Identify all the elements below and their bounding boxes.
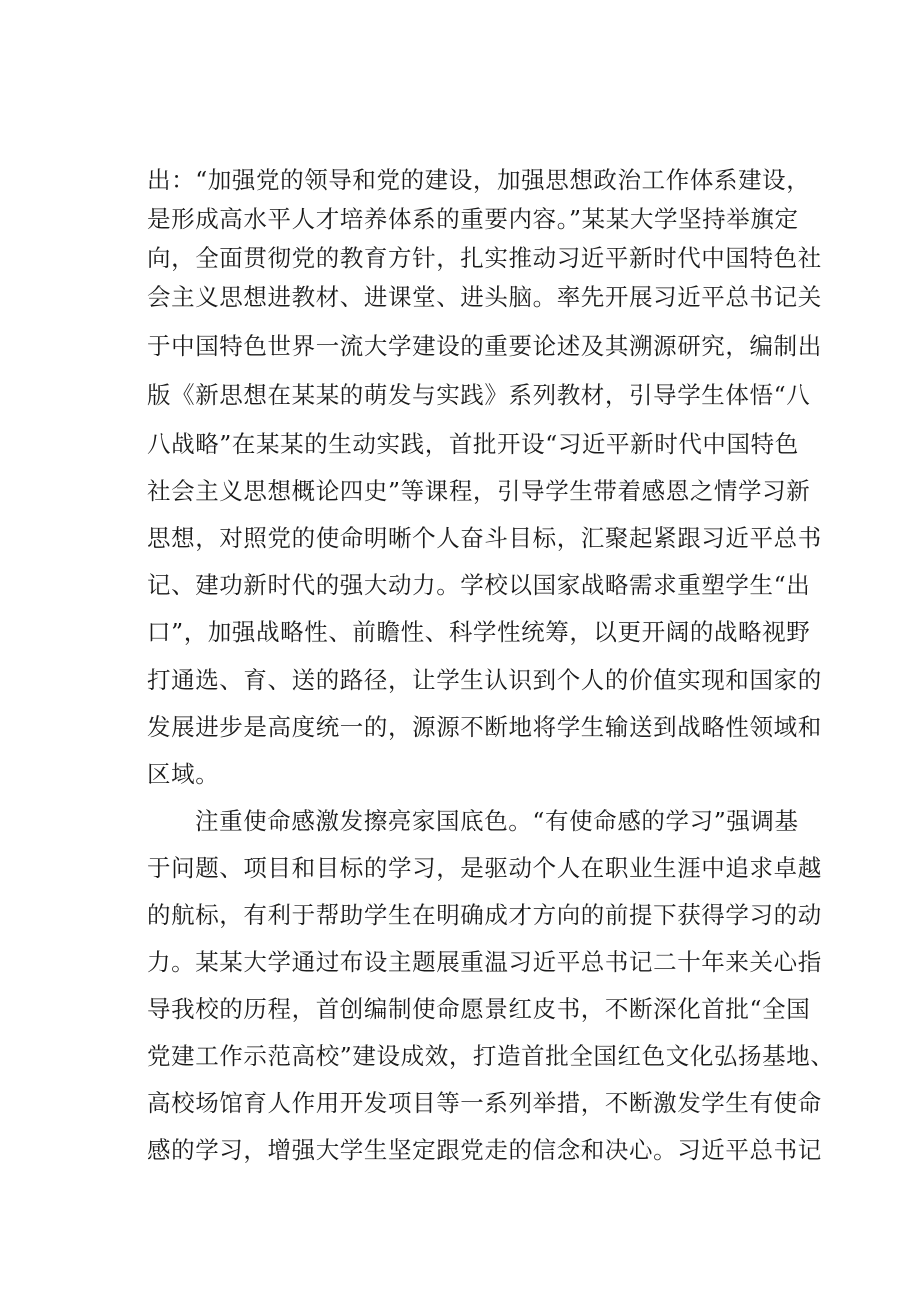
text-line: 向，全面贯彻党的教育方针，扎实推动习近平新时代中国特色社 <box>147 244 822 272</box>
text-line: 的航标，有利于帮助学生在明确成才方向的前提下获得学习的动 <box>147 901 822 929</box>
text-line: 党建工作示范高校”建设成效，打造首批全国红色文化弘扬基地、 <box>147 1042 835 1070</box>
text-line: 区域。 <box>147 760 220 788</box>
text-line: 发展进步是高度统一的，源源不断地将学生输送到战略性领域和 <box>147 713 822 741</box>
text-line: 版《新思想在某某的萌发与实践》系列教材，引导学生体悟“八 <box>147 381 811 409</box>
text-line: 会主义思想进教材、进课堂、进头脑。率先开展习近平总书记关 <box>147 283 822 311</box>
text-line: 八战略”在某某的生动实践，首批开设“习近平新时代中国特色 <box>147 430 799 458</box>
text-line: 是形成高水平人才培养体系的重要内容。”某某大学坚持举旗定 <box>147 205 799 233</box>
text-line: 口”，加强战略性、前瞻性、科学性统筹，以更开阔的战略视野 <box>147 618 811 646</box>
text-line: 社会主义思想概论四史”等课程，引导学生带着感恩之情学习新 <box>147 477 811 505</box>
text-line: 导我校的历程，首创编制使命愿景红皮书，不断深化首批“全国 <box>147 995 811 1023</box>
text-line-indented: 注重使命感激发擦亮家国底色。“有使命感的学习”强调基 <box>195 807 799 835</box>
text-line: 打通选、育、送的路径，让学生认识到个人的价值实现和国家的 <box>147 666 822 694</box>
text-line: 出：“加强党的领导和党的建设，加强思想政治工作体系建设， <box>147 166 811 194</box>
text-line: 于问题、项目和目标的学习，是驱动个人在职业生涯中追求卓越 <box>147 854 822 882</box>
text-line: 于中国特色世界一流大学建设的重要论述及其溯源研究，编制出 <box>147 332 822 360</box>
text-line: 力。某某大学通过布设主题展重温习近平总书记二十年来关心指 <box>147 948 822 976</box>
text-line: 高校场馆育人作用开发项目等一系列举措，不断激发学生有使命 <box>147 1089 822 1117</box>
text-line: 思想，对照党的使命明晰个人奋斗目标，汇聚起紧跟习近平总书 <box>147 524 822 552</box>
text-line: 感的学习，增强大学生坚定跟党走的信念和决心。习近平总书记 <box>147 1136 822 1164</box>
text-line: 记、建功新时代的强大动力。学校以国家战略需求重塑学生“出 <box>147 571 811 599</box>
